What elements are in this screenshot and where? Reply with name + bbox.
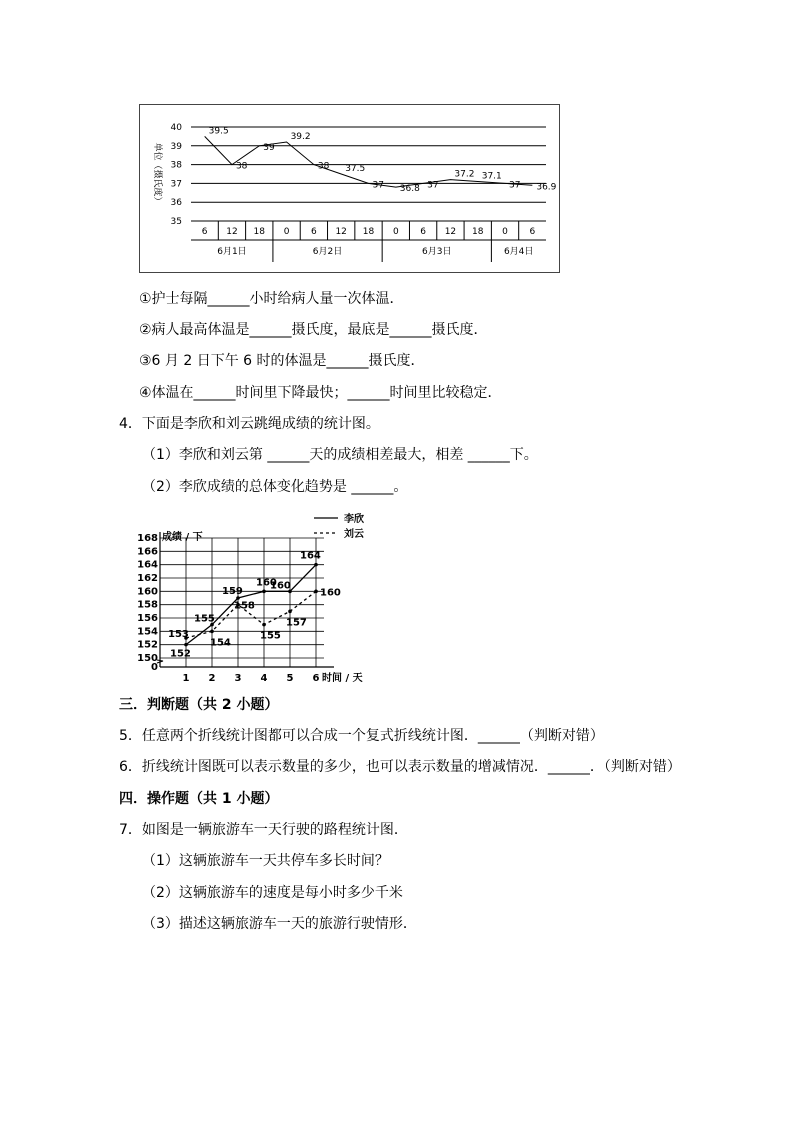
y-tick-label: 164: [137, 559, 158, 571]
data-label: 37: [427, 180, 439, 191]
question-3-1: ①护士每隔______小时给病人量一次体温．: [139, 291, 404, 307]
data-label: 37: [372, 180, 384, 191]
x-group-label: 6月4日: [503, 247, 534, 257]
data-label: 152: [170, 648, 191, 660]
data-label: 159: [222, 586, 243, 597]
x-tick-label: 18: [362, 227, 375, 237]
temperature-chart-frame: [139, 104, 560, 273]
question-4-2: （2）李欣成绩的总体变化趋势是 ______。: [142, 479, 408, 495]
data-label: 39.5: [208, 126, 229, 137]
x-tick-label: 4: [260, 673, 268, 684]
legend-label: 刘云: [344, 529, 364, 540]
question-7-2: （2）这辆旅游车的速度是每小时多少千米: [142, 885, 403, 901]
x-tick-label: 5: [286, 673, 294, 684]
x-tick-label: 0: [392, 227, 399, 237]
data-label: 160: [256, 577, 277, 589]
x-axis-label: 时间 / 天: [322, 673, 363, 684]
question-5: 5．任意两个折线统计图都可以合成一个复式折线统计图．______（判断对错）: [119, 728, 604, 744]
x-tick-label: 1: [182, 673, 190, 684]
y-tick-label: 156: [137, 613, 158, 624]
question-6: 6．折线统计图既可以表示数量的多少，也可以表示数量的增减情况．______．（判断对错）: [119, 759, 681, 775]
question-7-1: （1）这辆旅游车一天共停车多长时间？: [142, 853, 389, 869]
x-group-label: 6月2日: [312, 247, 343, 257]
data-point: [314, 563, 318, 567]
question-4-1: （1）李欣和刘云第 ______天的成绩相差最大，相差 ______下。: [142, 447, 538, 463]
y-tick-label: 36: [170, 198, 182, 209]
question-3-3: ③6 月 2 日下午 6 时的体温是______摄氏度．: [139, 353, 425, 369]
legend-label: 李欣: [344, 514, 364, 525]
data-point: [262, 590, 266, 594]
x-tick-label: 18: [253, 227, 265, 237]
y-tick-label: 150: [137, 653, 158, 664]
data-label: 36.9: [536, 182, 557, 193]
x-tick-label: 6: [529, 227, 536, 237]
data-label: 158: [234, 600, 255, 612]
y-tick-label: 35: [170, 217, 182, 227]
x-tick-label: 6: [420, 227, 426, 237]
x-tick-label: 2: [208, 673, 216, 684]
y-tick-label: 166: [137, 546, 158, 558]
y-tick-label: 158: [137, 599, 158, 611]
question-3-4: ④体温在______时间里下降最快；______时间里比较稳定．: [139, 385, 502, 401]
question-7-title: 7．如图是一辆旅游车一天行驶的路程统计图．: [119, 822, 408, 838]
data-label: 160: [270, 580, 291, 592]
data-label: 37.2: [454, 169, 475, 180]
jump-rope-chart: [130, 505, 380, 685]
data-label: 155: [260, 630, 281, 642]
question-3-2: ②病人最高体温是______摄氏度，最底是______摄氏度．: [139, 322, 488, 338]
data-label: 36.8: [399, 184, 420, 195]
x-tick-label: 12: [226, 227, 238, 237]
x-tick-label: 6: [312, 673, 320, 684]
data-label: 154: [210, 637, 231, 649]
y-tick-label: 154: [137, 626, 158, 638]
data-label: 37.5: [345, 164, 366, 174]
x-tick-label: 6: [311, 227, 317, 237]
data-label: 160: [320, 587, 341, 599]
data-label: 37.1: [481, 171, 502, 182]
y-axis-label: 单位（摄氏度）: [152, 142, 162, 206]
data-label: 38: [235, 161, 248, 172]
section-4-heading: 四．操作题（共 1 小题）: [119, 791, 279, 807]
y-tick-label: 40: [170, 123, 182, 133]
data-point: [314, 590, 318, 594]
y-axis-label: 成绩 / 下: [162, 532, 203, 543]
data-label: 39.2: [290, 132, 311, 143]
x-tick-label: 12: [335, 227, 347, 237]
y-tick-label: 162: [137, 573, 158, 584]
data-point: [288, 610, 292, 614]
y-tick-label: 37: [170, 179, 182, 190]
x-tick-label: 0: [502, 227, 508, 237]
x-group-label: 6月3日: [422, 247, 452, 257]
data-label: 39: [263, 142, 275, 153]
question-4-title: 4．下面是李欣和刘云跳绳成绩的统计图。: [119, 416, 380, 432]
data-point: [262, 623, 266, 627]
data-label: 37: [509, 180, 521, 191]
data-label: 155: [194, 613, 215, 625]
x-tick-label: 18: [472, 227, 484, 237]
x-tick-label: 6: [201, 227, 208, 237]
data-label: 153: [168, 629, 189, 640]
x-tick-label: 12: [444, 227, 457, 237]
data-label: 164: [300, 550, 321, 562]
x-group-label: 6月1日: [217, 247, 247, 257]
y-tick-label: 38: [170, 160, 182, 171]
x-tick-label: 0: [283, 227, 290, 237]
data-label: 157: [286, 617, 307, 629]
x-tick-label: 3: [234, 673, 242, 684]
section-3-heading: 三．判断题（共 2 小题）: [119, 697, 279, 713]
y-tick-label: 0: [151, 662, 158, 673]
y-tick-label: 168: [137, 533, 158, 544]
question-7-3: （3）描述这辆旅游车一天的旅游行驶情形．: [142, 916, 417, 932]
data-label: 38: [317, 161, 330, 172]
temperature-chart: [140, 105, 561, 274]
y-tick-label: 39: [170, 141, 182, 152]
y-tick-label: 152: [137, 639, 158, 651]
data-point: [210, 630, 214, 634]
data-point: [184, 643, 188, 647]
y-tick-label: 160: [137, 586, 158, 598]
